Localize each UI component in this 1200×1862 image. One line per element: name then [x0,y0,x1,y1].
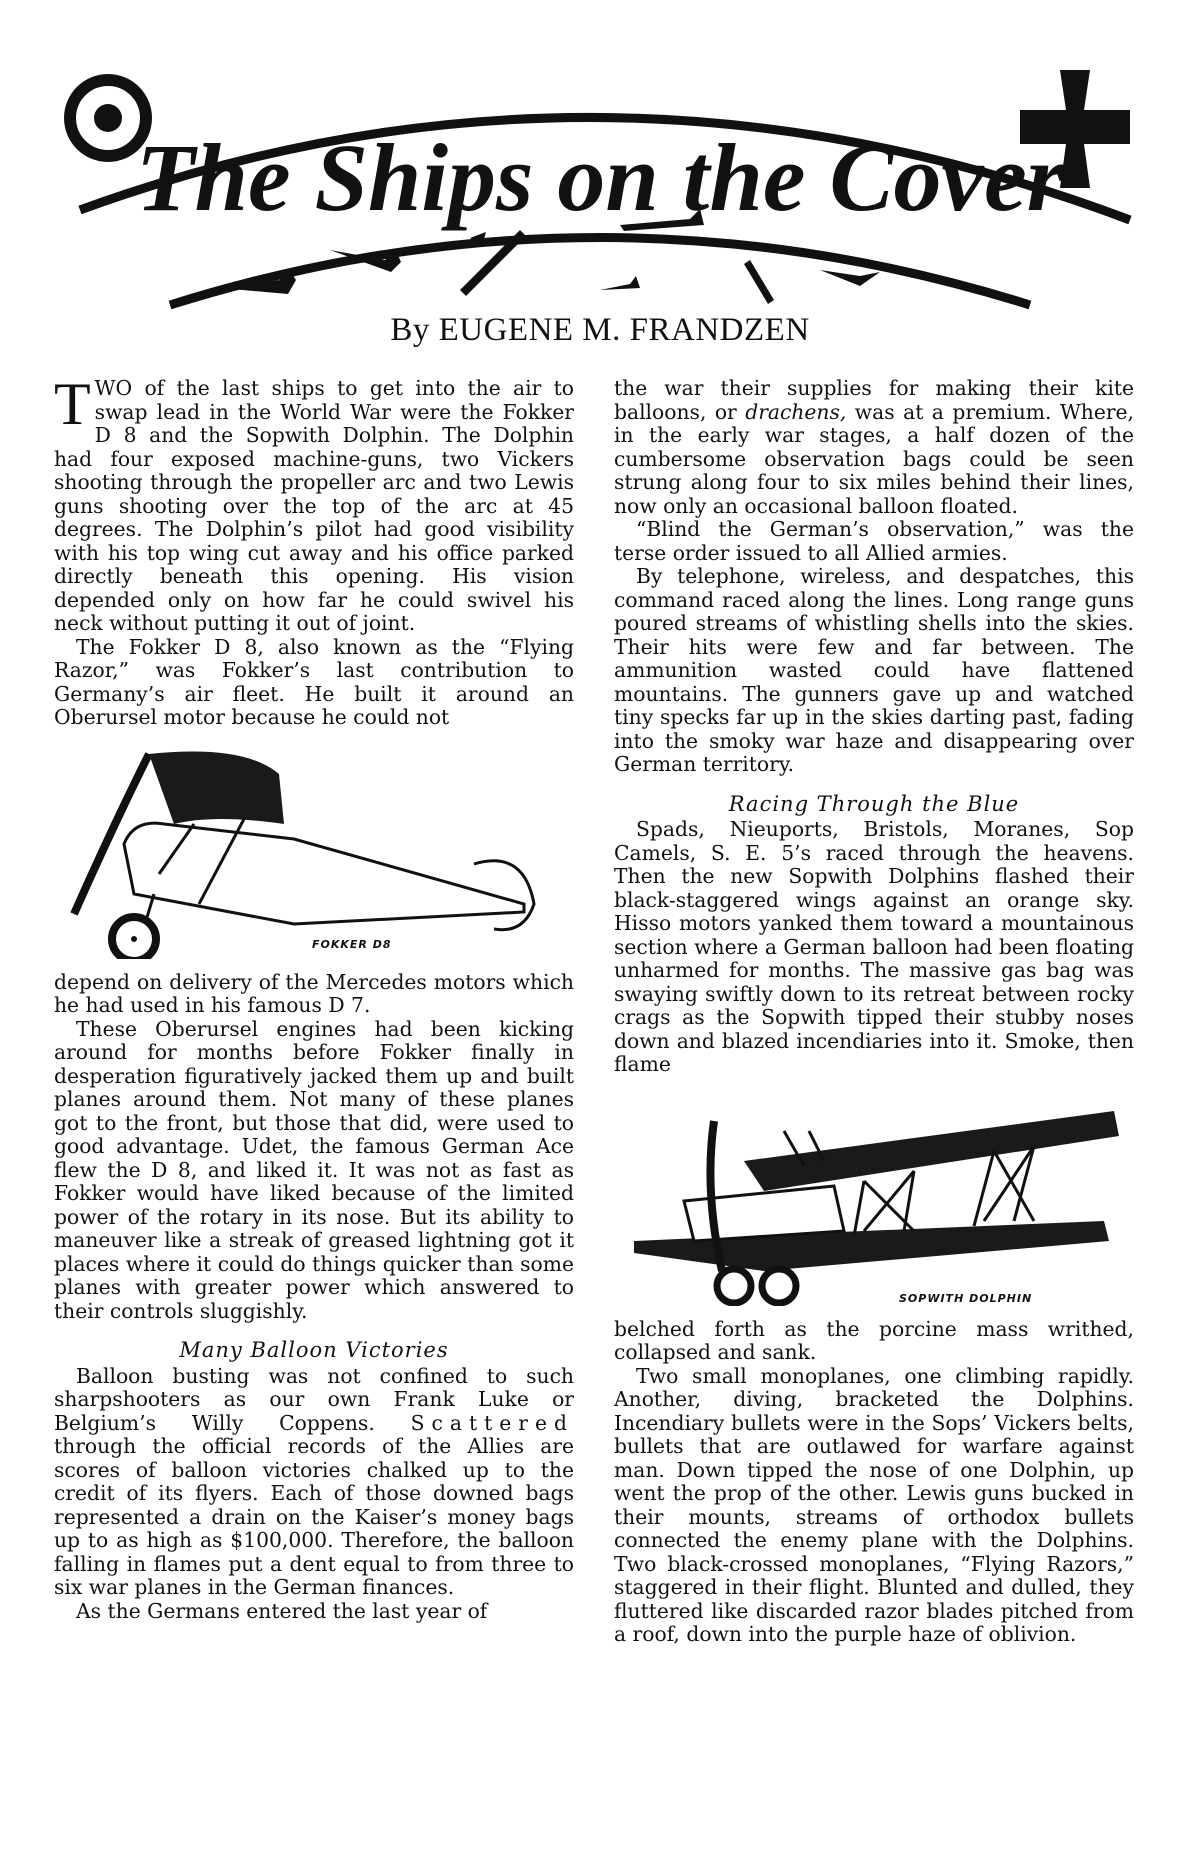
paragraph: the war their supplies for making their kite balloons, or drachens, was at a premium. Where, in the early war stages, a half dozen of the cumbersome observation bags could be seen strung along four to six miles behind their lines, now only an occasional balloon floated. [614,376,1134,518]
byline: By EUGENE M. FRANDZEN [390,312,810,348]
section-heading: Racing Through the Blue [728,791,1020,816]
right-column [614,377,1134,1647]
paragraph: depend on delivery of the Mercedes motors which he had used in his famous D 7. [54,969,574,1017]
fokker-d8-figure [54,744,574,959]
title-banner [60,60,1140,330]
paragraph: Spads, Nieuports, Bristols, Moranes, Sop Camels, S. E. 5’s raced through the heavens. Then the new Sopwith Dolphins flashed their black-staggered wings against an orange sky. Hisso motors yanked them toward a mountainous section where a German balloon had been floating unharmed for months. The massive gas bag was swaying swiftly down to its retreat between rocky crags as the Sopwith tipped their stubby noses down and blazed incendiaries into it. Smoke, then flame [614,817,1134,1076]
sopwith-dolphin-figure [614,1091,1134,1306]
paragraph: belched forth as the porcine mass writhed, collapsed and sank. [614,1316,1134,1364]
paragraph: Balloon busting was not confined to such sharpshooters as our own Frank Luke or Belgium’s Willy Coppens. Scattered through the official records of the Allies are scores of balloon victories chalked up to the credit of its flyers. Each of those downed bags represented a drain on the Kaiser’s money bags up to as high as $100,000. Therefore, the balloon falling in flames put a dent equal to from three to six war planes in the German finances. [54,1363,574,1599]
paragraph: Two small monoplanes, one climbing rapidly. Another, diving, bracketed the Dolphins. Incendiary bullets were in the Sops’ Vickers belts, bullets that are outlawed for warfare against man. Down tipped the nose of one Dolphin, up went the prop of the other. Lewis guns bucked in their mounts, streams of orthodox bullets connected the enemy plane with the Dolphins. Two black-crossed monoplanes, “Flying Razors,” staggered in their flight. Blunted and dulled, they fluttered like discarded razor blades pitched from a roof, down into the purple haze of oblivion. [614,1363,1134,1646]
section-heading: Many Balloon Victories [179,1338,449,1362]
drop-cap: T [54,371,91,437]
left-column [54,371,574,1623]
fokker-d8-illustration-icon [54,744,574,959]
roundel-icon [70,80,146,156]
paragraph: As the Germans entered the last year of [76,1598,488,1623]
paragraph: The Fokker D 8, also known as the “Flying Razor,” was Fokker’s last contribution to Germany’s air fleet. He built it around an Oberursel motor because he could not [54,634,574,729]
paragraph: TWO of the last ships to get into the air to swap lead in the World War were the Fokker D 8 and the Sopwith Dolphin. The Dolphin had four exposed machine-guns, two Vickers shooting through the propeller arc and two Lewis guns shooting over the top of the arc at 45 degrees. The Dolphin’s pilot had good visibility with his top wing cut away and his office parked directly beneath this opening. His vision depended only on how far he could swivel his neck without putting it out of joint. [54,371,574,635]
figure-caption: SOPWITH DOLPHIN [899,1291,1033,1305]
paragraph: These Oberursel engines had been kicking around for months before Fokker finally in desperation figuratively jacked them up and built planes around them. Not many of these planes got to the front, but those that did, were used to good advantage. Udet, the famous German Ace flew the D 8, and liked it. It was not as fast as Fokker would have liked because of the limited power of the rotary in its nose. But its ability to maneuver like a streak of greased lightning got it places where it could do things quicker than some planes with greater power which answered to their controls sluggishly. [54,1016,574,1323]
page-title: The Ships on the Cover [135,124,1065,231]
lower-arc [170,238,1030,306]
sopwith-dolphin-illustration-icon [614,1091,1134,1306]
paragraph: By telephone, wireless, and despatches, this command raced along the lines. Long range guns poured streams of whistling shells into the skies. Their hits were few and far between. The ammunition wasted could have flattened mountains. The gunners gave up and watched tiny specks far up in the skies darting past, fading into the smoky war haze and disappearing over German territory. [614,564,1134,776]
paragraph: “Blind the German’s observation,” was the terse order issued to all Allied armies. [614,517,1134,565]
title-banner-art [60,60,1140,330]
figure-caption: FOKKER D8 [312,937,392,951]
